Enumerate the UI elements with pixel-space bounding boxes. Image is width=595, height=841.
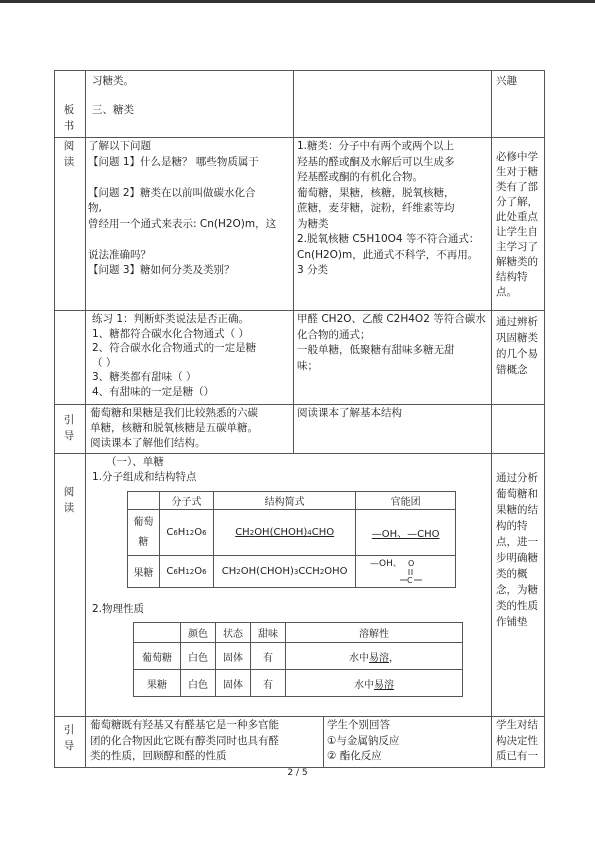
text-line: 葡萄糖和果糖是我们比较熟悉的六碳: [90, 407, 258, 419]
text-line: ①与金属钠反应: [327, 734, 400, 747]
answers-cell: [297, 139, 490, 279]
text-line: 类有了部: [496, 181, 538, 193]
text-line: 羟基的醛或酮及水解后可以生成多: [297, 155, 455, 168]
board-cell: [92, 74, 290, 118]
text-line: 步明确糖: [496, 552, 538, 564]
svg-text:—OH、: —OH、: [370, 559, 403, 569]
row-label-board: 板 书: [63, 104, 75, 132]
practice-cell: [92, 312, 292, 399]
carbonyl-group-diagram: [370, 556, 450, 584]
fructose-label: 果糖: [128, 556, 160, 588]
text-line: 必修中学: [496, 151, 538, 163]
text-line: 1.糖类：分子中有两个或两个以上: [297, 140, 455, 152]
text-line: ② 酯化反应: [327, 750, 382, 762]
row-label-read2: 阅 读: [63, 486, 75, 514]
fructose-solubility: 水中易溶: [286, 670, 463, 697]
text-line: 一般单糖，低聚糖有甜味多糖无甜: [297, 344, 455, 356]
text-line: 错概念: [496, 364, 528, 376]
purpose-cell-read: [496, 150, 542, 300]
text-line: 此处重点: [496, 211, 538, 223]
row-label-read: 阅 读: [63, 140, 75, 168]
text-line: 的几个易: [496, 348, 538, 360]
text-line: 念，为糖: [496, 584, 538, 596]
text-line: 构的特: [496, 520, 528, 532]
mono-heading: （一）、单糖: [106, 456, 164, 468]
text-line: 学生对结: [496, 719, 538, 731]
text-line: 点，进一: [496, 536, 538, 548]
purpose-cell-mono: [496, 470, 542, 630]
text-line: 练习 1：判断虾类说法是否正确。: [92, 313, 250, 325]
page-top-rule: [0, 0, 595, 3]
text-line: [88, 232, 292, 248]
text-line: 2、符合碳水化合物通式的一定是糖: [92, 342, 257, 354]
glucose-groups: —OH、—CHO: [356, 510, 456, 556]
text-line: 单糖，核糖和脱氧核糖是五碳单糖。: [90, 422, 258, 434]
text-line: 生对于糖: [496, 166, 538, 178]
fructose-structure: CH2OH(CHOH)3CCH2OHO: [214, 556, 356, 588]
board-prev-text: 习糖类。: [92, 75, 134, 87]
purpose-cell-practice: [496, 314, 542, 378]
text-line: 类的性质: [496, 600, 538, 612]
text-line: 点。: [496, 286, 517, 298]
text-line: 甲醛 CH2O、乙酸 C2H4O2 等符合碳水: [297, 313, 486, 325]
board-heading: 三、糖类: [92, 104, 134, 116]
text-line: 类的概: [496, 568, 528, 580]
text-line: 结构特: [496, 271, 528, 283]
fructose-groups: [356, 556, 456, 588]
text-line: 【问题 1】什么是糖？ 哪些物质属于: [88, 155, 259, 168]
text-line: 通过辨析: [496, 316, 538, 328]
svg-text:O: O: [408, 559, 415, 568]
text-line: 物,: [88, 202, 102, 214]
text-line: 解糖类的: [496, 256, 538, 268]
row-label-intro: 引 导: [63, 414, 75, 442]
text-line: 构决定性: [496, 734, 538, 747]
intro-student-cell: 阅读课本了解基本结构: [297, 407, 402, 419]
text-line: 羟基醛或酮的有机化合物。: [297, 171, 423, 183]
text-line: 曾经用一个通式来表示: Cn(H2O)m，这: [88, 217, 277, 230]
glucose-label: 葡萄 糖: [128, 510, 160, 556]
intro2-student-cell: [327, 718, 489, 765]
practice-answer-cell: [297, 312, 490, 374]
text-line: 类的性质，回顾醇和醛的性质: [90, 750, 227, 762]
glucose-structure: CH2OH(CHOH)4CHO: [214, 510, 356, 556]
fructose-formula: C6H12O6: [159, 556, 213, 588]
text-line: 蔗糖，麦芽糖，淀粉，纤维素等均: [297, 202, 455, 214]
text-line: 葡萄糖既有羟基又有醛基它是一种多官能: [90, 719, 279, 731]
intro2-cell: [90, 718, 322, 765]
text-line: 【问题 3】糖如何分类及类别？: [88, 264, 235, 276]
glucose-solubility: 水中易溶，: [286, 643, 463, 670]
svg-text:C: C: [407, 576, 413, 584]
text-line: 阅读课本了解他们结构。: [90, 437, 206, 449]
mono-subheading: 1.分子组成和结构特点: [92, 471, 197, 483]
text-line: 了解以下问题: [88, 140, 151, 152]
text-line: 3、糖类都有甜味（ ）: [92, 371, 197, 383]
text-line: 味；: [297, 359, 318, 372]
text-line: [88, 170, 292, 186]
purpose-cell-top: 兴趣: [496, 75, 517, 87]
page-number: 2 / 5: [287, 768, 308, 778]
physical-heading: 2.物理性质: [92, 603, 145, 615]
text-line: 作铺垫: [496, 616, 528, 628]
questions-cell: [88, 139, 292, 279]
text-line: 3 分类: [297, 264, 329, 276]
purpose-cell-intro2: [496, 718, 542, 765]
glucose-formula: C6H12O6: [159, 510, 213, 556]
text-line: 说法准确吗？: [88, 248, 151, 261]
text-line: 2.脱氧核糖 C5H10O4 等不符合通式：: [297, 233, 480, 245]
physical-table: 颜色 状态 甜味 溶解性 葡萄糖 白色 固体 有 水中易溶， 果糖 白色 固体 有 水中易溶: [133, 622, 463, 697]
text-line: 主学习了: [496, 241, 538, 253]
text-line: 1、糖都符合碳水化合物通式（ ）: [92, 327, 250, 340]
text-line: 让学生自: [496, 226, 538, 238]
text-line: 质已有一: [496, 750, 538, 762]
text-line: 分了解，: [496, 196, 538, 208]
text-line: （ ）: [92, 356, 117, 369]
text-line: 果糖的结: [496, 504, 538, 516]
text-line: Cn(H2O)m，此通式不科学，不再用。: [297, 248, 479, 261]
text-line: 为糖类: [297, 217, 329, 230]
text-line: 通过分析: [496, 472, 538, 484]
text-line: 巩固糖类: [496, 332, 538, 344]
text-line: 团的化合物因此它既有醇类同时也具有醛: [90, 734, 279, 747]
text-line: 4、有甜味的一定是糖（）: [92, 385, 215, 398]
row-label-intro2: 引 导: [63, 724, 75, 752]
text-line: 学生个别回答: [327, 719, 390, 731]
structure-table: 分子式 结构简式 官能团 葡萄 糖 C6H12O6 CH2OH(CHOH)4CHO —OH、—CHO 果糖 C6H12O6 CH2OH(CHOH)3CCH2OHO —OH、 O C: [127, 491, 456, 588]
text-line: 葡萄糖，果糖，核糖，脱氧核糖，: [297, 186, 455, 199]
text-line: 化合物的通式；: [297, 328, 371, 341]
intro-cell: [90, 406, 292, 451]
text-line: 【问题 2】糖类在以前叫做碳水化合: [88, 186, 256, 199]
text-line: 葡萄糖和: [496, 488, 538, 500]
